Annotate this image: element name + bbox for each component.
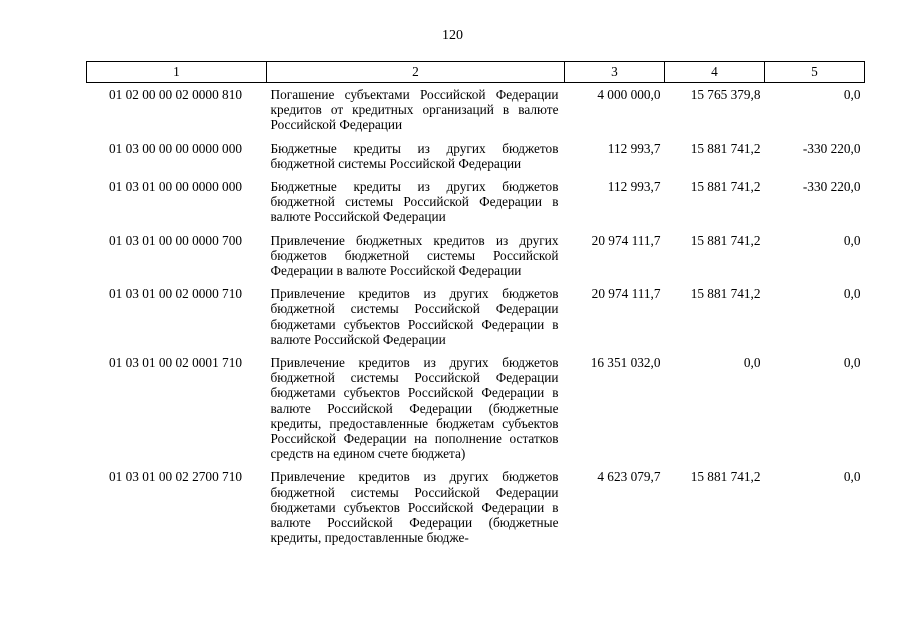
row-value-col4: 15 881 741,2 <box>690 286 761 302</box>
column-header-3: 3 <box>565 62 665 83</box>
row-value-col5: -330 220,0 <box>802 179 861 195</box>
row-value-col3: 112 993,7 <box>607 140 661 156</box>
row-value-col3: 4 623 079,7 <box>597 469 661 485</box>
row-value-col3: 16 351 032,0 <box>590 355 661 371</box>
row-value-col5: 0,0 <box>843 286 861 302</box>
table-header <box>87 62 865 83</box>
row-value-col3: 4 000 000,0 <box>597 87 661 102</box>
row-value-col3: 20 974 111,7 <box>591 286 661 302</box>
table-row <box>87 465 865 549</box>
row-value-col3: 20 974 111,7 <box>591 232 661 248</box>
row-code: 01 03 01 00 02 0000 710 <box>109 286 242 302</box>
row-code: 01 03 01 00 00 0000 000 <box>109 179 242 195</box>
row-name: Бюджетные кредиты из других бюджетов бюджетной системы Российской Федерации <box>270 140 559 171</box>
row-value-col5: 0,0 <box>843 469 861 485</box>
column-header-5: 5 <box>765 62 865 83</box>
row-value-col5: 0,0 <box>843 87 861 102</box>
table-row <box>87 175 865 229</box>
row-value-col3: 112 993,7 <box>607 179 661 195</box>
row-name: Привлечение бюджетных кредитов из других бюджетов бюджетной системы Российской Федерации в валюте Российской Федерации <box>270 232 559 279</box>
row-code: 01 03 01 00 02 2700 710 <box>109 469 242 485</box>
row-value-col4: 15 765 379,8 <box>690 87 761 102</box>
table-row <box>87 229 865 283</box>
row-name: Бюджетные кредиты из других бюджетов бюджетной системы Российской Федерации в валюте Российской Федерации <box>270 179 559 225</box>
row-value-col4: 0,0 <box>743 355 761 371</box>
row-value-col5: 0,0 <box>843 355 861 371</box>
table-row <box>87 351 865 465</box>
row-value-col4: 15 881 741,2 <box>690 179 761 195</box>
row-name: Привлечение кредитов из других бюджетов бюджетной системы Российской Федерации бюджетами субъектов Российской Федерации в валюте Российской Федерации <box>270 286 559 347</box>
row-value-col4: 15 881 741,2 <box>690 140 761 156</box>
row-value-col4: 15 881 741,2 <box>690 469 761 485</box>
row-value-col5: -330 220,0 <box>802 140 861 156</box>
column-header-4: 4 <box>665 62 765 83</box>
row-name: Привлечение кредитов из других бюджетов бюджетной системы Российской Федерации бюджетами субъектов Российской Федерации в валюте Российской Федерации (бюджетные кредиты, предоставленные бюдже- <box>270 469 559 546</box>
column-header-2: 2 <box>267 62 565 83</box>
row-code: 01 02 00 00 02 0000 810 <box>109 87 242 102</box>
table-row <box>87 137 865 175</box>
row-code: 01 03 01 00 00 0000 700 <box>109 232 242 248</box>
header-row <box>87 62 865 83</box>
table-body <box>87 83 865 550</box>
table-row <box>87 282 865 351</box>
row-name: Погашение субъектами Российской Федерации кредитов от кредитных организаций в валюте Российской Федерации <box>270 87 559 133</box>
row-value-col5: 0,0 <box>843 232 861 248</box>
budget-sources-table <box>86 61 865 549</box>
row-value-col4: 15 881 741,2 <box>690 232 761 248</box>
row-code: 01 03 00 00 00 0000 000 <box>109 140 242 156</box>
row-code: 01 03 01 00 02 0001 710 <box>109 355 242 371</box>
table-row <box>87 83 865 137</box>
page-number: 120 <box>442 28 463 43</box>
row-name: Привлечение кредитов из других бюджетов бюджетной системы Российской Федерации бюджетами субъектов Российской Федерации в валюте Российской Федерации (бюджетные кредиты, предоставленные бюджетам субъектов Российской Федерации на пополнение остатков средств на едином счете бюджета) <box>270 355 559 462</box>
column-header-1: 1 <box>87 62 267 83</box>
